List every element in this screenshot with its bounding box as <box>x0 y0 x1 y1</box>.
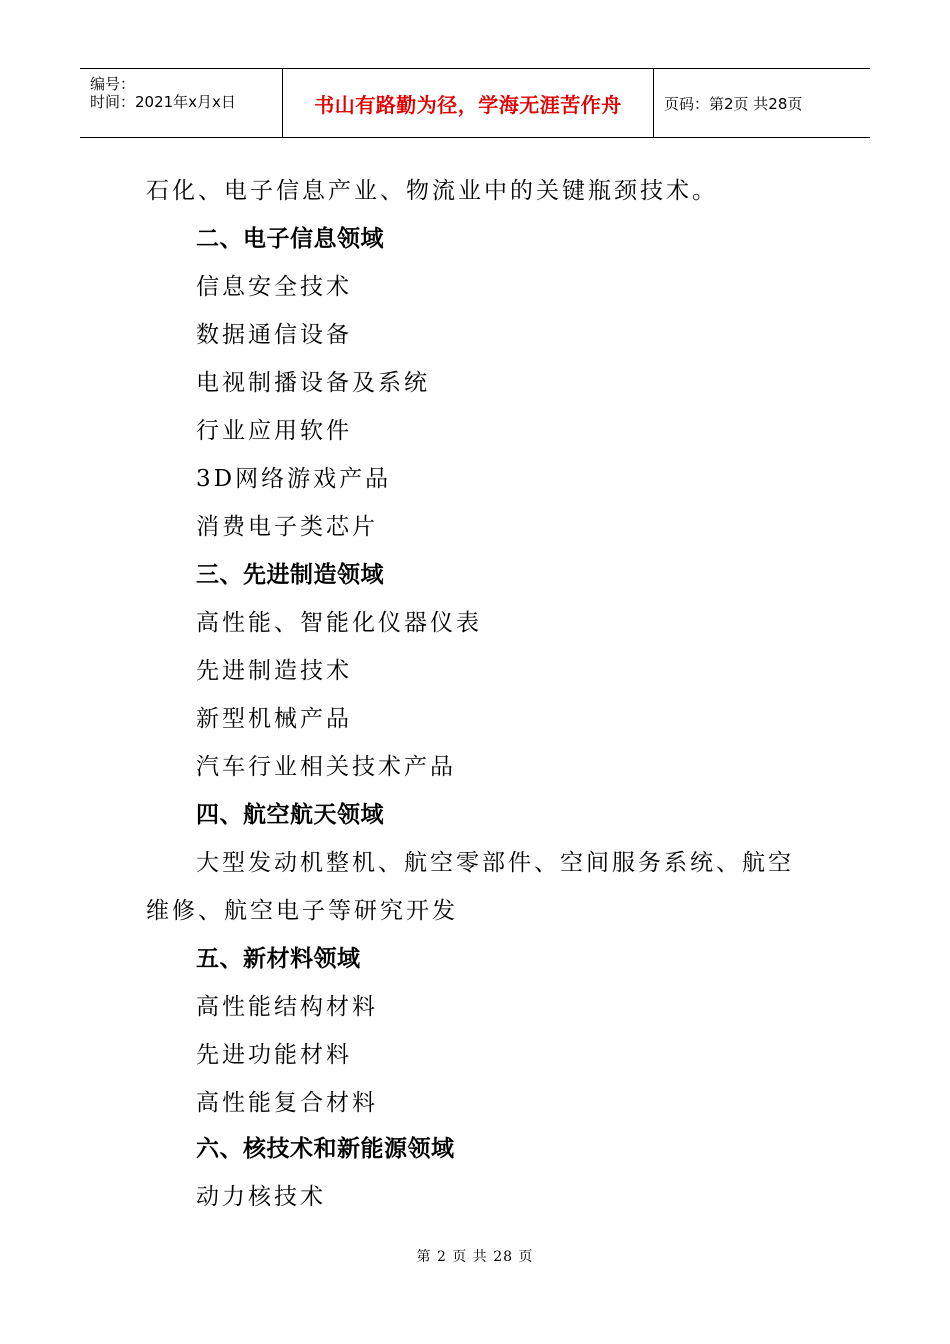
list-item: 数据通信设备 <box>196 322 352 348</box>
list-item: 新型机械产品 <box>196 706 352 732</box>
header-left-cell <box>80 69 282 137</box>
section-heading: 六、核技术和新能源领域 <box>196 1136 455 1162</box>
header-motto: 书山有路勤为径，学海无涯苦作舟 <box>314 92 622 117</box>
page-header <box>80 68 870 138</box>
list-item: 高性能结构材料 <box>196 994 378 1020</box>
list-item: 动力核技术 <box>196 1184 326 1210</box>
body-text-line: 维修、航空电子等研究开发 <box>146 898 458 924</box>
list-item: 先进制造技术 <box>196 658 352 684</box>
list-item: 消费电子类芯片 <box>196 514 378 540</box>
list-item: 行业应用软件 <box>196 418 352 444</box>
document-date-label: 时间：2021年x月x日 <box>90 93 236 111</box>
list-item: 电视制播设备及系统 <box>196 370 430 396</box>
document-number-label: 编号： <box>90 75 136 93</box>
list-item: 信息安全技术 <box>196 274 352 300</box>
page-footer: 第 2 页 共 28 页 <box>416 1249 534 1265</box>
section-heading: 二、电子信息领域 <box>196 226 384 252</box>
body-text-line: 石化、电子信息产业、物流业中的关键瓶颈技术。 <box>146 178 718 204</box>
header-page-info: 页码：第2页 共28页 <box>664 94 803 113</box>
list-item: 3D网络游戏产品 <box>196 466 392 492</box>
list-item: 高性能、智能化仪器仪表 <box>196 610 482 636</box>
header-motto-cell <box>282 69 654 137</box>
body-text-line: 大型发动机整机、航空零部件、空间服务系统、航空 <box>196 850 794 876</box>
section-heading: 四、航空航天领域 <box>196 802 384 828</box>
section-heading: 三、先进制造领域 <box>196 562 384 588</box>
list-item: 先进功能材料 <box>196 1042 352 1068</box>
section-heading: 五、新材料领域 <box>196 946 361 972</box>
header-page-info-cell <box>654 69 870 137</box>
list-item: 汽车行业相关技术产品 <box>196 754 456 780</box>
list-item: 高性能复合材料 <box>196 1090 378 1116</box>
